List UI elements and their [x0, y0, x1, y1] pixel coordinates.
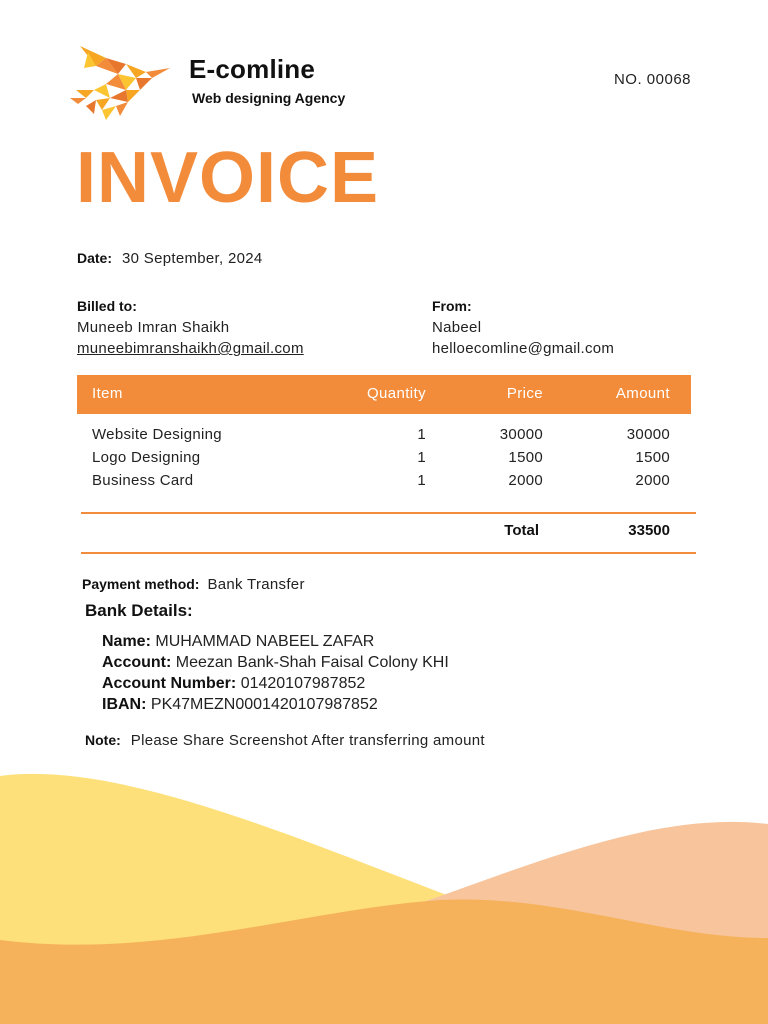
date-row: [77, 250, 263, 268]
table-row: [77, 472, 691, 495]
header-quantity: Quantity: [366, 385, 426, 402]
note-row: [85, 732, 485, 750]
payment-method-row: [82, 576, 305, 594]
payment-method-label: Payment method:: [82, 576, 200, 592]
bank-details-title: Bank Details:: [85, 601, 193, 620]
bank-account-row: [102, 652, 449, 673]
bank-iban-value: PK47MEZN0001420107987852: [150, 696, 378, 713]
row-amount: 2000: [635, 472, 670, 489]
bank-account-label: Account:: [102, 654, 172, 671]
row-item: Logo Designing: [92, 449, 201, 466]
invoice-number: NO. 00068: [613, 71, 691, 88]
row-amount: 1500: [635, 449, 670, 466]
date-value: 30 September, 2024: [122, 250, 263, 267]
bank-number-value: 01420107987852: [240, 675, 366, 692]
note-label: Note:: [85, 732, 121, 748]
row-price: 2000: [508, 472, 543, 489]
items-table-header: [77, 375, 691, 414]
bank-name-value: MUHAMMAD NABEEL ZAFAR: [155, 633, 375, 650]
company-tagline: Web designing Agency: [192, 90, 346, 106]
row-quantity: 1: [417, 426, 426, 443]
table-row: [77, 426, 691, 449]
payment-method-value: Bank Transfer: [207, 576, 305, 593]
from-email: helloecomline@gmail.com: [432, 340, 615, 357]
table-divider-top: [81, 512, 696, 514]
invoice-title: INVOICE: [76, 138, 380, 218]
note-text: Please Share Screenshot After transferring amount: [130, 732, 485, 749]
total-value: 33500: [628, 522, 670, 539]
from-block: [432, 296, 614, 359]
bank-iban-row: [102, 694, 449, 715]
row-price: 1500: [508, 449, 543, 466]
row-amount: 30000: [626, 426, 670, 443]
row-quantity: 1: [417, 449, 426, 466]
from-name: Nabeel: [432, 319, 482, 336]
row-quantity: 1: [417, 472, 426, 489]
billed-to-email-link[interactable]: muneebimranshaikh@gmail.com: [77, 340, 304, 357]
header-item: Item: [92, 385, 123, 402]
bank-name-row: [102, 631, 449, 652]
row-price: 30000: [499, 426, 543, 443]
from-label: From:: [432, 298, 472, 314]
date-label: Date:: [77, 250, 113, 266]
bank-number-row: [102, 673, 449, 694]
header-amount: Amount: [615, 385, 670, 402]
header-price: Price: [506, 385, 543, 402]
billed-to-block: [77, 296, 304, 359]
bank-name-label: Name:: [102, 633, 151, 650]
bank-details-block: [102, 631, 449, 715]
total-label: Total: [504, 522, 539, 539]
table-row: [77, 449, 691, 472]
row-item: Business Card: [92, 472, 194, 489]
bank-iban-label: IBAN:: [102, 696, 147, 713]
hummingbird-logo-icon: [66, 44, 178, 124]
bank-number-label: Account Number:: [102, 675, 237, 692]
company-name: E-comline: [189, 54, 316, 84]
bank-account-value: Meezan Bank-Shah Faisal Colony KHI: [175, 654, 449, 671]
row-item: Website Designing: [92, 426, 222, 443]
billed-to-name: Muneeb Imran Shaikh: [77, 319, 230, 336]
decorative-waves: [0, 760, 768, 1024]
table-divider-bottom: [81, 552, 696, 554]
billed-to-label: Billed to:: [77, 298, 137, 314]
